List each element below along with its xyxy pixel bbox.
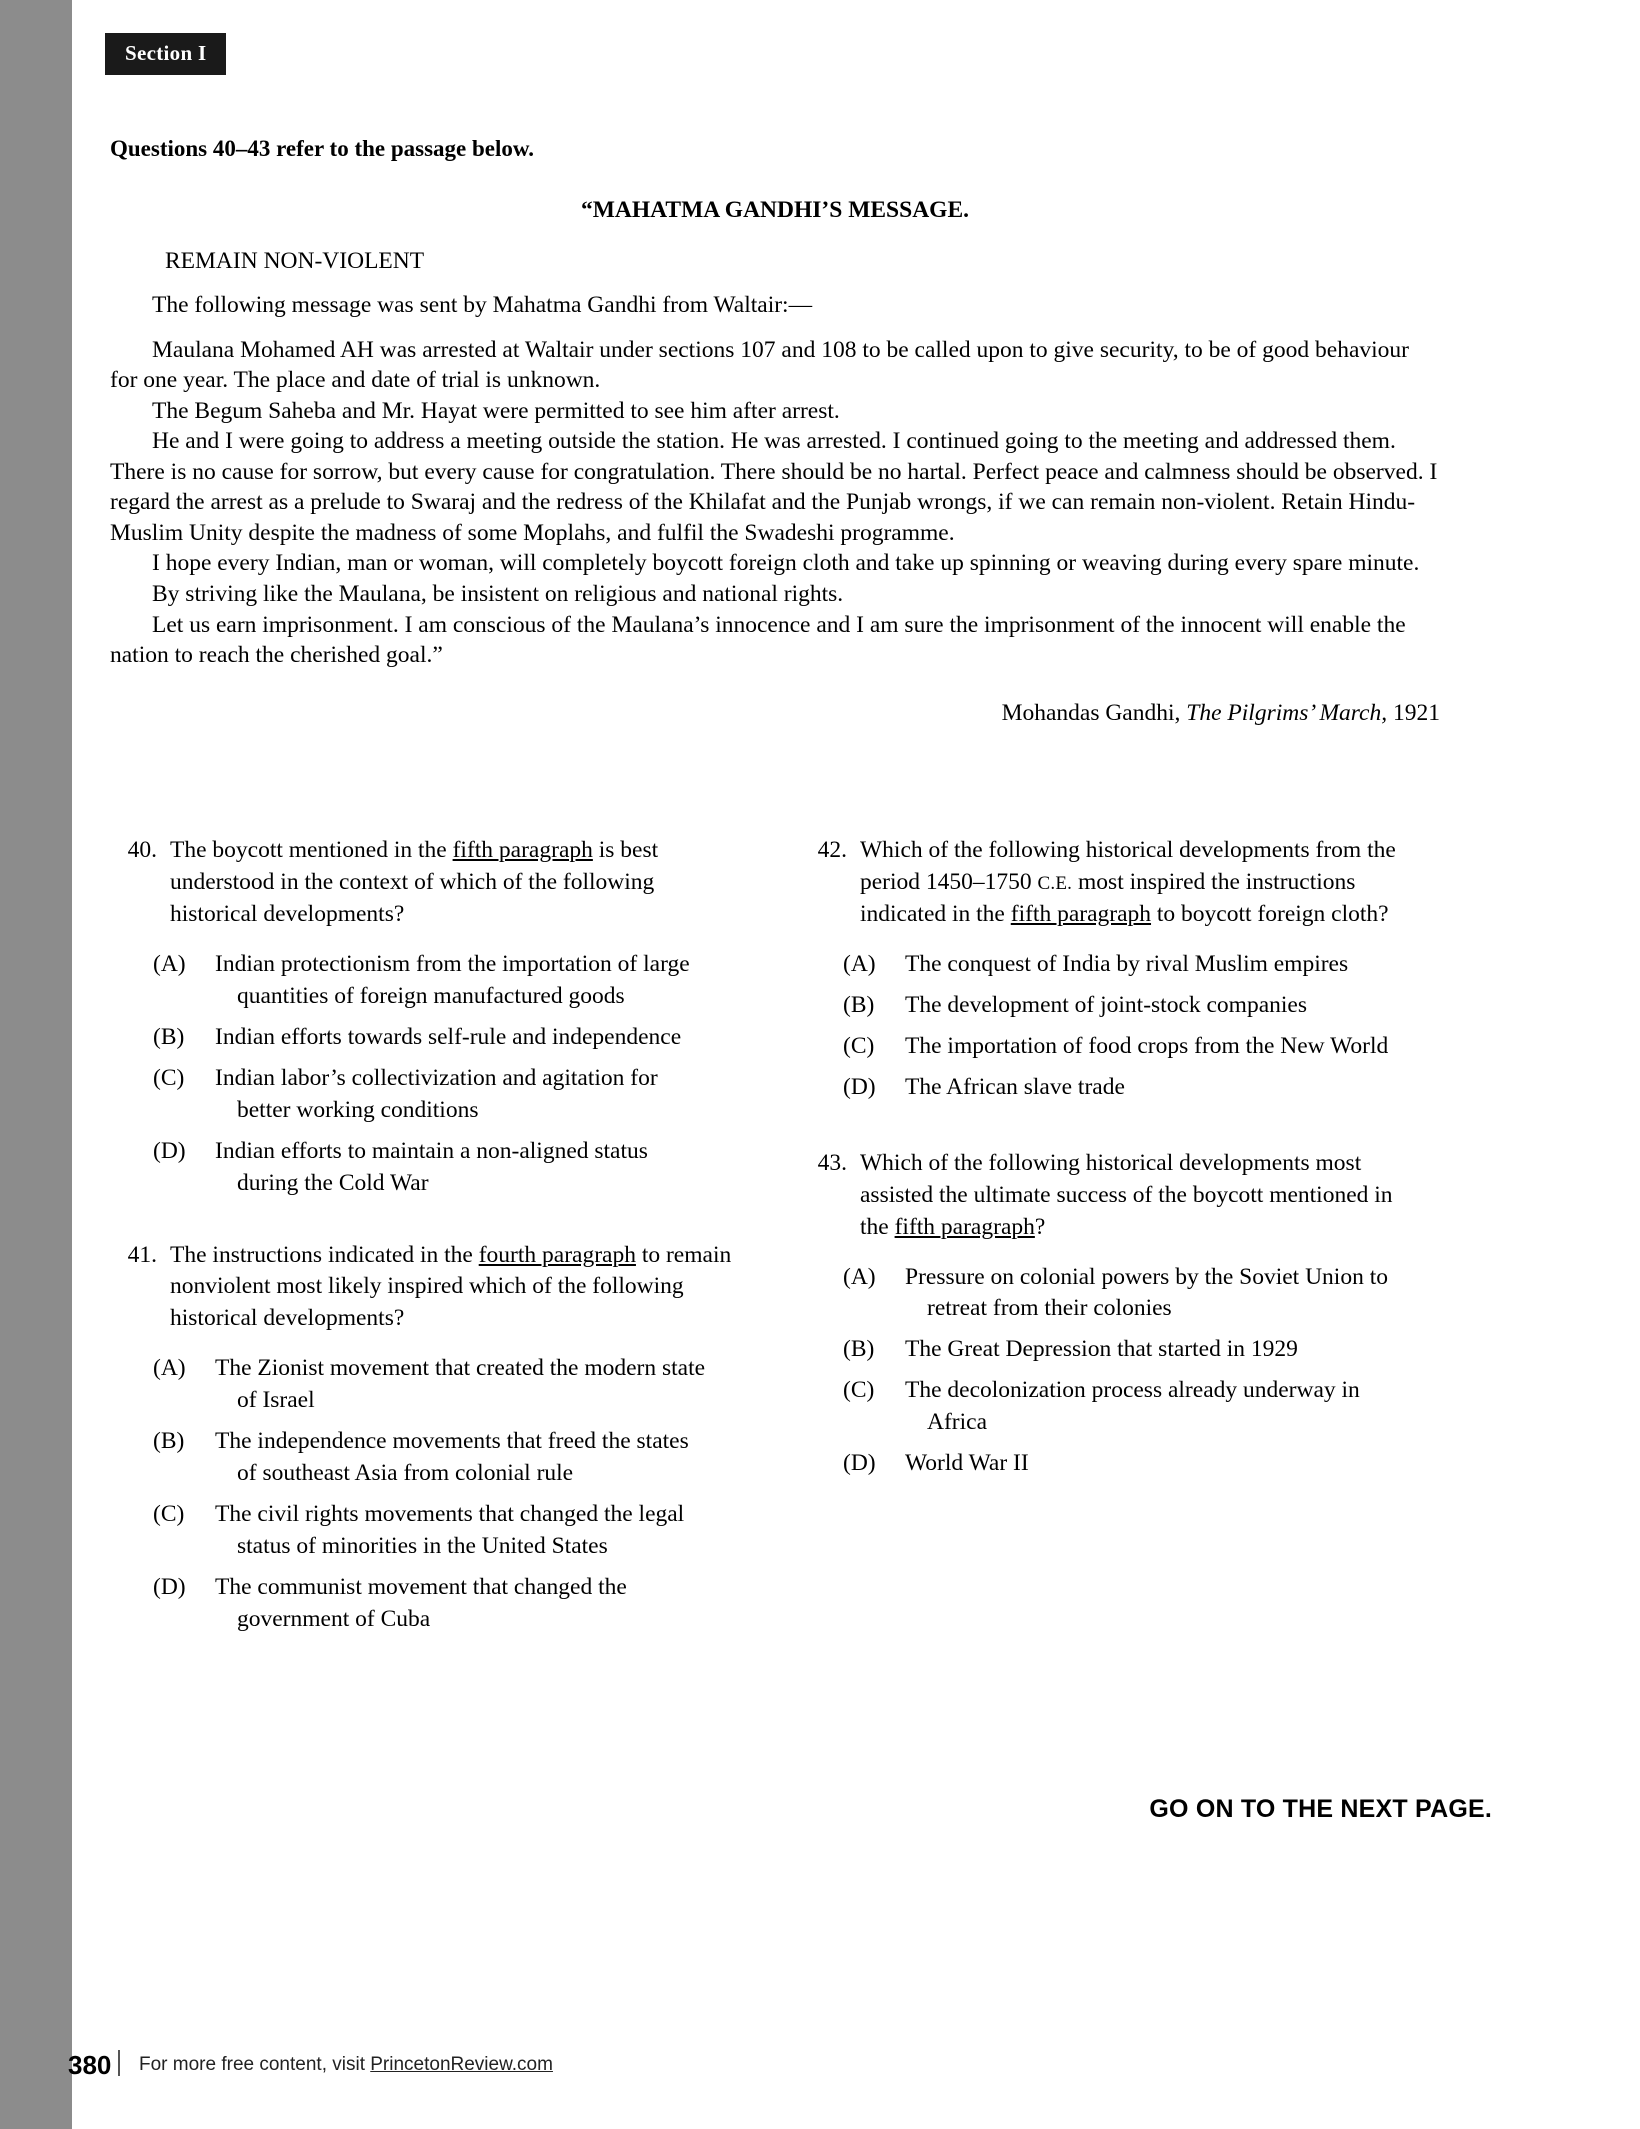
question-41-stem-post: to remain nonviolent most likely inspired which of the following historical developments? [170,1241,732,1332]
attribution-year: 1921 [1387,700,1440,726]
choice-41-b[interactable] [153,1426,735,1490]
choice-40-a[interactable] [153,949,735,1013]
choice-40-a-cont: quantities of foreign manufactured goods [237,982,625,1009]
choice-43-d-text: World War II [905,1450,1029,1477]
question-43-choices [805,1262,1425,1481]
choice-41-d-letter: (D) [153,1574,186,1601]
choice-43-d[interactable] [843,1448,1425,1480]
choice-42-d[interactable] [843,1072,1425,1104]
question-43-stem-pre: Which of the following historical developments most assisted the ultimate success of the boycott mentioned in the [860,1149,1393,1240]
footer-text [139,2054,553,2076]
page-left-gutter [0,0,72,2129]
question-43-number: 43. [817,1149,847,1176]
question-40-choices [115,949,735,1200]
passage-subheading: REMAIN NON-VIOLENT [165,247,425,274]
choice-40-c[interactable] [153,1063,735,1127]
question-40 [115,835,735,1200]
choice-42-b[interactable] [843,990,1425,1022]
choice-43-a[interactable] [843,1262,1425,1326]
question-43-stem [805,1148,1425,1244]
choice-43-b-letter: (B) [843,1336,875,1363]
passage-paragraph-4: I hope every Indian, man or woman, will completely boycott foreign cloth and take up spinning or weaving during every spare minute. [152,550,1420,577]
choice-40-a-text: Indian protectionism from the importation of large [215,950,690,977]
question-41 [115,1240,735,1636]
choice-42-d-letter: (D) [843,1073,876,1100]
go-on-notice: GO ON TO THE NEXT PAGE. [1149,1795,1492,1823]
choice-43-a-cont: retreat from their colonies [927,1295,1172,1322]
question-40-stem-post: is best understood in the context of which of the following historical developments? [170,837,659,927]
question-40-stem [115,835,735,931]
choice-43-d-letter: (D) [843,1450,876,1477]
choice-41-b-cont: of southeast Asia from colonial rule [237,1460,574,1487]
page-content [68,0,1530,2129]
attribution-work: The Pilgrims’ March, [1186,700,1388,726]
choice-40-c-cont: better working conditions [237,1096,479,1123]
choice-43-c-text: The decolonization process already underway in [905,1377,1360,1404]
footer-label: For more free content, visit [139,2054,371,2075]
choice-42-c[interactable] [843,1031,1425,1063]
question-41-number: 41. [127,1241,157,1268]
choice-40-b-letter: (B) [153,1023,185,1050]
section-label: Section I [105,33,226,75]
question-41-choices [115,1353,735,1636]
question-42-stem-underline: fifth paragraph [1010,900,1152,927]
passage-title: “MAHATMA GANDHI’S MESSAGE. [581,197,969,223]
choice-41-c-text: The civil rights movements that changed the legal [215,1501,685,1528]
question-43-stem-underline: fifth paragraph [894,1213,1035,1240]
choice-40-d-letter: (D) [153,1137,186,1164]
choice-43-a-text: Pressure on colonial powers by the Soviet Union to [905,1263,1388,1290]
choice-42-b-text: The development of joint-stock companies [905,991,1308,1018]
question-43-stem-post: ? [1034,1213,1046,1240]
choice-40-d-text: Indian efforts to maintain a non-aligned status [215,1137,648,1164]
choice-41-a-cont: of Israel [237,1387,315,1414]
choice-41-d-cont: government of Cuba [237,1606,431,1633]
question-42-number: 42. [817,837,847,863]
choice-41-b-letter: (B) [153,1428,185,1455]
question-42-choices [805,949,1425,1104]
question-43 [805,1148,1425,1481]
choice-40-d[interactable] [153,1136,735,1200]
passage-attribution [110,700,1440,727]
choice-42-c-letter: (C) [843,1032,875,1059]
choice-42-a[interactable] [843,949,1425,981]
choice-43-a-letter: (A) [843,1263,876,1290]
footer-link[interactable]: PrincetonReview.com [370,2054,553,2075]
question-40-number: 40. [127,837,157,863]
choice-41-a-text: The Zionist movement that created the modern state [215,1355,706,1382]
choice-41-d-text: The communist movement that changed the [215,1574,627,1601]
question-42-stem-pre: Which of the following historical developments from the period 1450–1750 [860,837,1396,895]
question-40-stem-pre: The boycott mentioned in the [170,837,453,863]
question-41-stem-underline: fourth paragraph [478,1241,636,1268]
choice-43-c[interactable] [843,1375,1425,1439]
choice-42-a-text: The conquest of India by rival Muslim empires [905,950,1349,977]
choice-42-c-text: The importation of food crops from the New World [905,1032,1389,1059]
choice-42-a-letter: (A) [843,950,876,977]
question-42-stem-post: to boycott foreign cloth? [1151,900,1389,927]
choice-41-c-letter: (C) [153,1501,185,1528]
choice-42-b-letter: (B) [843,991,875,1018]
choice-41-b-text: The independence movements that freed the states [215,1428,689,1455]
choice-42-d-text: The African slave trade [905,1073,1125,1100]
question-column-right [805,835,1425,1516]
question-40-stem-underline: fifth paragraph [452,837,593,863]
choice-40-d-cont: during the Cold War [237,1169,429,1196]
question-42-stem-era: C.E. [1037,872,1073,894]
question-42-stem [805,835,1425,931]
question-41-stem [115,1240,735,1336]
choice-41-d[interactable] [153,1572,735,1636]
question-42-stem-mid: most inspired the instructions indicated in the [860,868,1356,927]
passage-paragraph-2: The Begum Saheba and Mr. Hayat were permitted to see him after arrest. [152,397,840,424]
choice-40-c-text: Indian labor’s collectivization and agitation for [215,1064,658,1091]
choice-43-b[interactable] [843,1334,1425,1366]
page-number: 380 [68,2050,112,2080]
choice-41-c-cont: status of minorities in the United States [237,1533,608,1560]
passage-paragraph-5: By striving like the Maulana, be insistent on religious and national rights. [152,581,844,608]
footer-divider [118,2050,120,2076]
questions-header: Questions 40–43 refer to the passage below. [110,136,534,161]
passage-paragraph-3: He and I were going to address a meeting outside the station. He was arrested. I continued going to the meeting and addressed them. There is no cause for sorrow, but every cause for congratulation. There should be no hartal. Perfect peace and calmness should be observed. I regard the arrest as a prelude to Swaraj and the redress of the Khilafat and the Punjab wrongs, if we can remain non-violent. Retain Hindu-Muslim Unity despite the madness of some Moplahs, and fulfil the Swadeshi programme. [110,428,1438,546]
passage-block [110,195,1440,671]
choice-40-b[interactable] [153,1022,735,1054]
passage-lead: The following message was sent by Mahatma Gandhi from Waltair:— [152,292,813,319]
choice-41-a[interactable] [153,1353,735,1417]
choice-43-c-letter: (C) [843,1377,875,1404]
question-column-left [115,835,735,1672]
choice-40-b-text: Indian efforts towards self-rule and independence [215,1023,682,1050]
passage-paragraph-1: Maulana Mohamed AH was arrested at Waltair under sections 107 and 108 to be called upon to give security, to be of good behaviour for one year. The place and date of trial is unknown. [110,336,1409,394]
question-41-stem-pre: The instructions indicated in the [170,1241,479,1268]
choice-40-a-letter: (A) [153,950,186,977]
choice-43-c-cont: Africa [927,1409,988,1436]
choice-41-a-letter: (A) [153,1355,186,1382]
passage-paragraph-6: Let us earn imprisonment. I am conscious of the Maulana’s innocence and I am sure the imprisonment of the innocent will enable the nation to reach the cherished goal.” [110,611,1406,669]
choice-41-c[interactable] [153,1499,735,1563]
choice-43-b-text: The Great Depression that started in 1929 [905,1336,1298,1363]
question-42 [805,835,1425,1104]
choice-40-c-letter: (C) [153,1064,185,1091]
attribution-author: Mohandas Gandhi, [1001,700,1187,726]
